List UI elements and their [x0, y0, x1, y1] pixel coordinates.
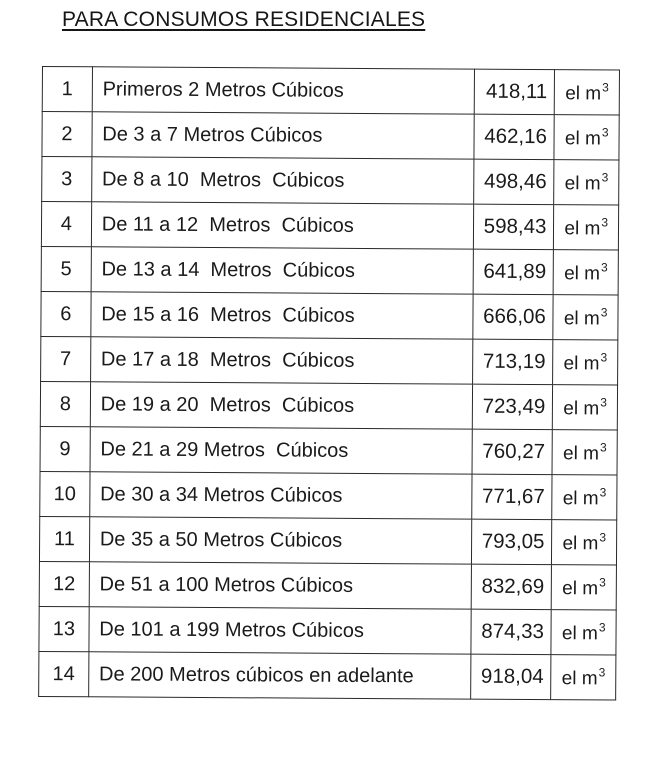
row-number: 10 — [40, 471, 90, 516]
unit-cell — [554, 205, 619, 250]
price-per-cubic-meter: 598,43 — [473, 204, 554, 249]
unit-label: el m — [562, 577, 599, 599]
row-number: 9 — [40, 426, 90, 471]
table-row — [42, 157, 619, 206]
consumption-range: De 17 a 18 Metros Cúbicos — [90, 337, 472, 384]
unit-cell — [553, 295, 618, 340]
table-row — [39, 651, 616, 700]
unit-exponent: 3 — [599, 484, 607, 499]
price-per-cubic-meter: 723,49 — [472, 384, 553, 429]
unit-cell — [553, 385, 618, 430]
unit-cell — [554, 160, 619, 205]
unit-cell — [554, 115, 619, 160]
row-number: 3 — [42, 157, 92, 202]
price-per-cubic-meter: 462,16 — [474, 114, 555, 159]
unit-cell — [552, 430, 617, 475]
unit-exponent: 3 — [600, 349, 608, 364]
consumption-range: De 21 a 29 Metros Cúbicos — [90, 427, 472, 474]
consumption-range: De 35 a 50 Metros Cúbicos — [89, 517, 471, 564]
price-per-cubic-meter: 874,33 — [471, 609, 552, 654]
unit-label: el m — [564, 217, 601, 239]
unit-cell — [554, 250, 619, 295]
price-per-cubic-meter: 918,04 — [471, 654, 552, 699]
unit-cell — [551, 655, 616, 700]
unit-exponent: 3 — [600, 394, 607, 409]
unit-cell — [552, 475, 617, 520]
consumption-range: De 11 a 12 Metros Cúbicos — [91, 202, 473, 249]
row-number: 5 — [41, 246, 91, 291]
unit-cell — [552, 520, 617, 565]
table-row — [42, 112, 619, 161]
unit-label: el m — [565, 82, 602, 104]
table-row — [40, 426, 617, 475]
unit-label: el m — [562, 532, 599, 554]
consumption-range: De 3 a 7 Metros Cúbicos — [92, 112, 474, 159]
unit-exponent: 3 — [602, 79, 609, 94]
row-number: 14 — [39, 651, 89, 696]
unit-label: el m — [564, 262, 601, 284]
unit-exponent: 3 — [599, 529, 607, 544]
price-per-cubic-meter: 713,19 — [473, 339, 554, 384]
table-row — [39, 606, 616, 655]
price-per-cubic-meter: 832,69 — [471, 564, 552, 609]
row-number: 12 — [39, 561, 89, 606]
consumption-range: De 15 a 16 Metros Cúbicos — [91, 292, 473, 339]
table-row — [42, 67, 619, 116]
consumption-range: De 30 a 34 Metros Cúbicos — [89, 472, 471, 519]
row-number: 8 — [40, 381, 90, 426]
table-row — [39, 561, 616, 610]
unit-exponent: 3 — [601, 214, 609, 229]
consumption-range: De 200 Metros cúbicos en adelante — [88, 652, 470, 699]
unit-cell — [553, 340, 618, 385]
table-row — [40, 471, 617, 520]
consumption-range: De 51 a 100 Metros Cúbicos — [89, 562, 471, 609]
unit-label: el m — [562, 442, 600, 464]
table-row — [41, 202, 618, 251]
unit-exponent: 3 — [601, 124, 609, 139]
row-number: 13 — [39, 606, 89, 651]
price-per-cubic-meter: 498,46 — [474, 159, 555, 204]
price-per-cubic-meter: 641,89 — [473, 249, 554, 294]
unit-exponent: 3 — [601, 169, 609, 184]
price-per-cubic-meter: 666,06 — [473, 294, 554, 339]
table-row — [40, 381, 617, 430]
price-per-cubic-meter: 771,67 — [472, 474, 553, 519]
unit-label: el m — [563, 307, 600, 329]
unit-exponent: 3 — [598, 619, 606, 634]
consumption-range: Primeros 2 Metros Cúbicos — [92, 67, 474, 114]
unit-exponent: 3 — [599, 439, 607, 454]
table-row — [41, 291, 618, 340]
consumption-range: De 19 a 20 Metros Cúbicos — [90, 382, 472, 429]
consumption-range: De 101 a 199 Metros Cúbicos — [89, 607, 471, 654]
unit-label: el m — [561, 622, 598, 644]
unit-label: el m — [561, 667, 598, 689]
rate-table-container — [38, 66, 620, 701]
row-number: 6 — [41, 291, 91, 336]
row-number: 1 — [42, 67, 92, 112]
price-per-cubic-meter: 793,05 — [471, 519, 552, 564]
consumption-range: De 13 a 14 Metros Cúbicos — [91, 247, 473, 294]
rate-table — [38, 66, 620, 701]
table-row — [41, 246, 618, 295]
row-number: 11 — [39, 516, 89, 561]
row-number: 2 — [42, 112, 92, 157]
price-per-cubic-meter: 760,27 — [472, 429, 553, 474]
unit-exponent: 3 — [599, 574, 606, 589]
unit-exponent: 3 — [601, 259, 608, 274]
unit-cell — [555, 70, 620, 115]
row-number: 4 — [41, 202, 91, 247]
unit-exponent: 3 — [600, 304, 608, 319]
table-row — [39, 516, 616, 565]
unit-exponent: 3 — [598, 664, 606, 679]
rate-table-body — [39, 67, 620, 701]
unit-label: el m — [564, 127, 601, 149]
unit-label: el m — [563, 397, 600, 419]
table-row — [41, 336, 618, 385]
unit-label: el m — [564, 172, 601, 194]
price-per-cubic-meter: 418,11 — [474, 69, 555, 114]
page-heading: PARA CONSUMOS RESIDENCIALES — [62, 8, 426, 31]
unit-cell — [552, 565, 617, 610]
row-number: 7 — [41, 336, 91, 381]
unit-cell — [551, 610, 616, 655]
unit-label: el m — [562, 487, 599, 509]
consumption-range: De 8 a 10 Metros Cúbicos — [91, 157, 473, 204]
unit-label: el m — [563, 352, 600, 374]
